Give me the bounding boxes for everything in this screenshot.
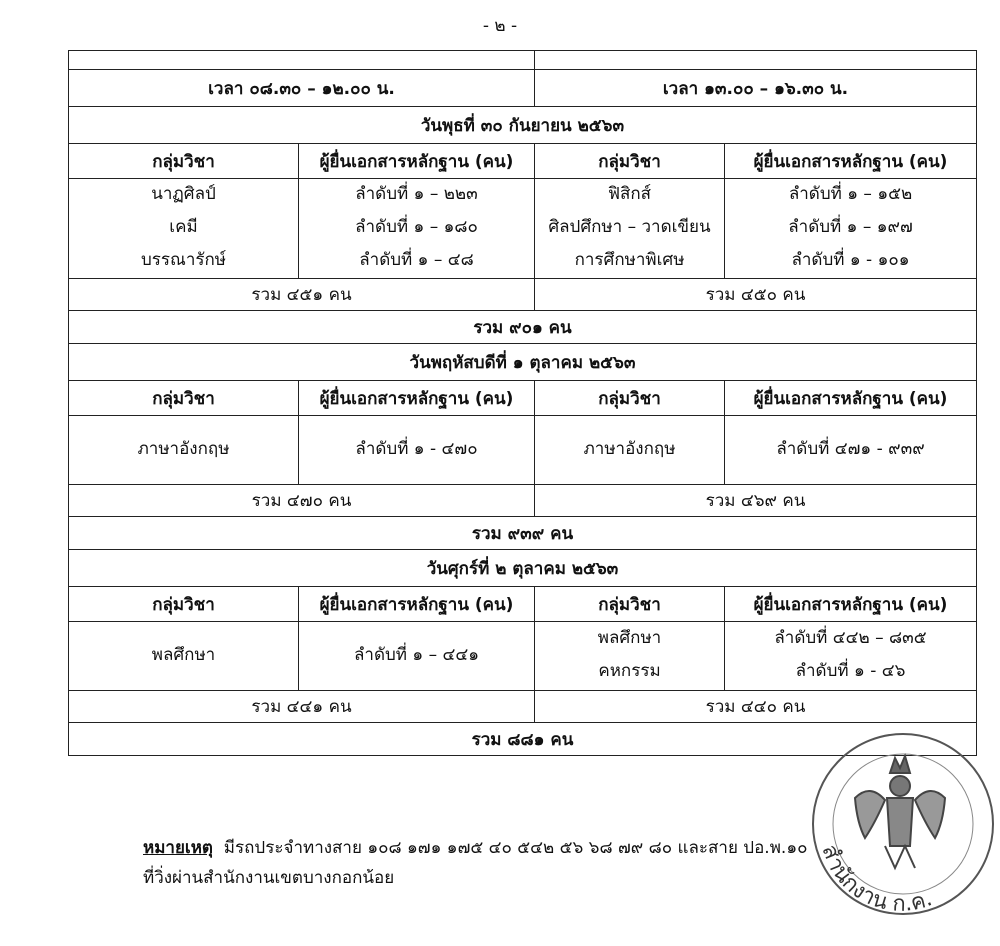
day-title: วันศุกร์ที่ ๒ ตุลาคม ๒๕๖๓ xyxy=(69,550,977,587)
seal-text: สำนักงาน ก.ค. xyxy=(816,841,936,917)
pm-subtotal: รวม ๔๔๐ คน xyxy=(535,691,977,723)
subject-name: ศิลปศึกษา – วาดเขียน xyxy=(548,217,711,237)
sequence-range: ลำดับที่ ๑ - ๑๐๑ xyxy=(791,250,910,270)
page-number: - ๒ - xyxy=(482,16,518,36)
morning-time: เวลา ๐๘.๓๐ – ๑๒.๐๐ น. xyxy=(69,70,535,107)
am-groups-cell xyxy=(69,179,299,279)
am-subtotal: รวม ๔๕๑ คน xyxy=(69,279,535,311)
header-submitters-pm: ผู้ยื่นเอกสารหลักฐาน (คน) xyxy=(725,587,977,622)
subject-name: พลศึกษา xyxy=(151,644,216,665)
sequence-range: ลำดับที่ ๑ - ๔๖ xyxy=(795,661,906,681)
sequence-range: ลำดับที่ ๔๔๒ – ๘๓๕ xyxy=(774,628,927,648)
sequence-range: ลำดับที่ ๑ – ๔๔๑ xyxy=(353,644,480,665)
am-groups-cell xyxy=(69,416,299,485)
sequence-range: ลำดับที่ ๑ – ๒๒๓ xyxy=(355,184,478,204)
day-total: รวม ๙๓๙ คน xyxy=(69,517,977,550)
pm-subtotal: รวม ๔๖๙ คน xyxy=(535,485,977,517)
subject-rows xyxy=(69,416,977,485)
am-ranges-cell xyxy=(299,416,535,485)
subject-name: ภาษาอังกฤษ xyxy=(583,438,676,459)
sequence-range: ลำดับที่ ๑ – ๑๕๒ xyxy=(788,184,913,204)
pm-groups-cell xyxy=(535,416,725,485)
pm-ranges-cell xyxy=(725,416,977,485)
header-row xyxy=(69,381,977,416)
footnote-line-1 xyxy=(143,833,808,863)
subtotal-row xyxy=(69,279,977,311)
sequence-range: ลำดับที่ ๑ - ๔๗๐ xyxy=(355,438,478,459)
header-submitters-am: ผู้ยื่นเอกสารหลักฐาน (คน) xyxy=(299,381,535,416)
footnote-text: มีรถประจำทางสาย ๑๐๘ ๑๗๑ ๑๗๕ ๔๐ ๕๔๒ ๕๖ ๖๘ ๗๙ ๘๐ และสาย ปอ.พ.๑๐ xyxy=(223,838,808,858)
header-group-pm: กลุ่มวิชา xyxy=(535,381,725,416)
subtotal-row xyxy=(69,691,977,723)
subject-name: เคมี xyxy=(169,217,198,237)
garuda-emblem-icon xyxy=(855,756,945,868)
am-subtotal: รวม ๔๗๐ คน xyxy=(69,485,535,517)
subject-name: การศึกษาพิเศษ xyxy=(574,250,685,270)
sequence-range: ลำดับที่ ๑ – ๑๙๗ xyxy=(788,217,913,237)
subject-name: ฟิสิกส์ xyxy=(607,184,652,204)
subject-name: ภาษาอังกฤษ xyxy=(137,438,230,459)
pm-groups-cell xyxy=(535,622,725,691)
footnote xyxy=(143,833,808,893)
header-submitters-pm: ผู้ยื่นเอกสารหลักฐาน (คน) xyxy=(725,144,977,179)
schedule-table xyxy=(68,50,977,756)
pm-subtotal: รวม ๔๕๐ คน xyxy=(535,279,977,311)
footnote-label: หมายเหตุ xyxy=(143,838,213,858)
header-group-pm: กลุ่มวิชา xyxy=(535,587,725,622)
header-group-am: กลุ่มวิชา xyxy=(69,381,299,416)
header-submitters-pm: ผู้ยื่นเอกสารหลักฐาน (คน) xyxy=(725,381,977,416)
pm-ranges-cell xyxy=(725,179,977,279)
day-total: รวม ๙๐๑ คน xyxy=(69,311,977,344)
day-total: รวม ๘๘๑ คน xyxy=(69,723,977,756)
subject-name: พลศึกษา xyxy=(597,628,662,648)
footnote-line-2: ที่วิ่งผ่านสำนักงานเขตบางกอกน้อย xyxy=(143,868,395,888)
subject-rows xyxy=(69,179,977,279)
am-groups-cell xyxy=(69,622,299,691)
subtotal-row xyxy=(69,485,977,517)
header-row xyxy=(69,587,977,622)
sequence-range: ลำดับที่ ๑ – ๔๘ xyxy=(359,250,474,270)
sequence-range: ลำดับที่ ๑ – ๑๘๐ xyxy=(355,217,478,237)
pm-ranges-cell xyxy=(725,622,977,691)
time-row xyxy=(69,70,977,107)
sequence-range: ลำดับที่ ๔๗๑ - ๙๓๙ xyxy=(776,438,925,459)
blank-row xyxy=(69,51,977,70)
subject-name: นาฏศิลป์ xyxy=(151,184,216,204)
day-title: วันพุธที่ ๓๐ กันยายน ๒๕๖๓ xyxy=(69,107,977,144)
header-submitters-am: ผู้ยื่นเอกสารหลักฐาน (คน) xyxy=(299,144,535,179)
subject-rows xyxy=(69,622,977,691)
am-subtotal: รวม ๔๔๑ คน xyxy=(69,691,535,723)
pm-groups-cell xyxy=(535,179,725,279)
subject-name: คหกรรม xyxy=(598,661,661,681)
am-ranges-cell xyxy=(299,622,535,691)
header-row xyxy=(69,144,977,179)
header-group-am: กลุ่มวิชา xyxy=(69,144,299,179)
subject-name: บรรณารักษ์ xyxy=(141,250,226,270)
header-group-pm: กลุ่มวิชา xyxy=(535,144,725,179)
header-submitters-am: ผู้ยื่นเอกสารหลักฐาน (คน) xyxy=(299,587,535,622)
header-group-am: กลุ่มวิชา xyxy=(69,587,299,622)
office-seal xyxy=(795,728,995,928)
day-title: วันพฤหัสบดีที่ ๑ ตุลาคม ๒๕๖๓ xyxy=(69,344,977,381)
am-ranges-cell xyxy=(299,179,535,279)
afternoon-time: เวลา ๑๓.๐๐ – ๑๖.๓๐ น. xyxy=(535,70,977,107)
